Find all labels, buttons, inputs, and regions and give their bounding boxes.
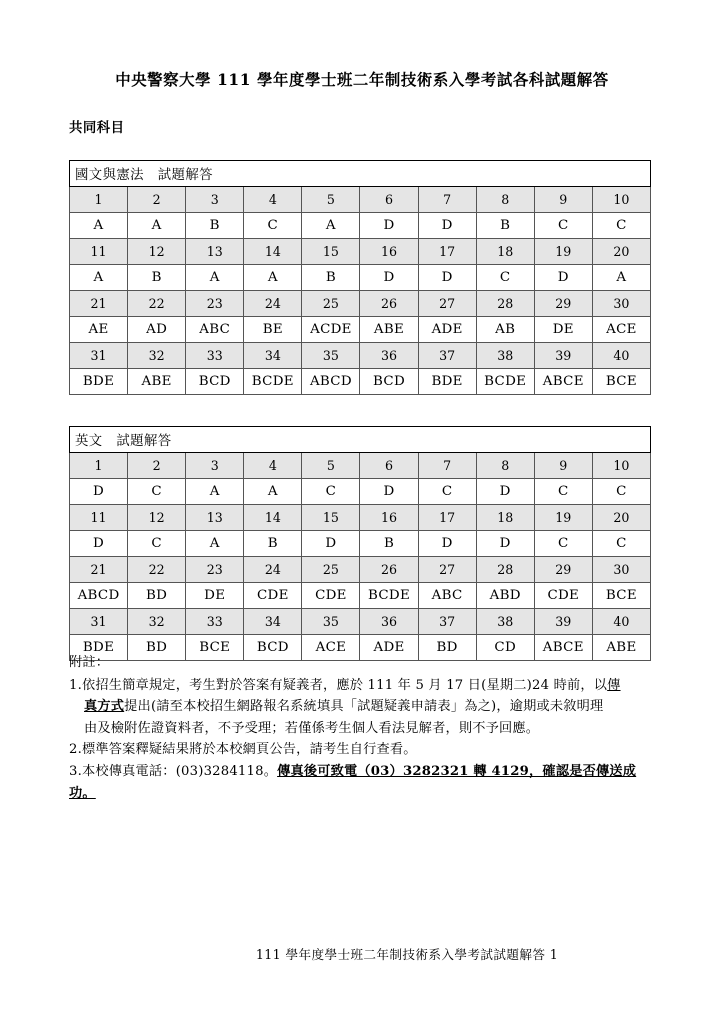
answer-cell: BDE <box>70 369 128 395</box>
question-number-cell: 37 <box>418 343 476 369</box>
page-title: 中央警察大學 111 學年度學士班二年制技術系入學考試各科試題解答 <box>115 71 609 89</box>
answer-cell: D <box>360 213 418 239</box>
note-text-segment: 提出(請至本校招生網路報名系統填具「試題疑義申請表」為之)，逾期或未敘明理 <box>124 699 604 715</box>
answer-cell: D <box>418 213 476 239</box>
answer-cell: A <box>70 213 128 239</box>
answer-cell: B <box>360 531 418 557</box>
answer-cell: ABC <box>418 583 476 609</box>
note-text-segment: 2.標準答案釋疑結果將於本校網頁公告，請考生自行查看。 <box>69 742 417 758</box>
question-number-cell: 1 <box>70 187 128 213</box>
question-number-row <box>70 343 651 369</box>
note-line <box>69 761 653 804</box>
answer-cell: ABCD <box>302 369 360 395</box>
note-text-segment: 1.依招生簡章規定，考生對於答案有疑義者，應於 111 年 5 月 17 日(星期二)24 時前，以 <box>69 677 608 693</box>
answer-cell: C <box>128 531 186 557</box>
question-number-cell: 19 <box>534 239 592 265</box>
answer-cell: C <box>534 213 592 239</box>
answer-row <box>70 531 651 557</box>
question-number-cell: 21 <box>70 557 128 583</box>
question-number-cell: 34 <box>244 609 302 635</box>
question-number-cell: 23 <box>186 291 244 317</box>
answer-cell: BCE <box>186 635 244 661</box>
question-number-cell: 39 <box>534 609 592 635</box>
answer-cell: A <box>186 479 244 505</box>
answer-cell: D <box>70 531 128 557</box>
answer-cell: AE <box>70 317 128 343</box>
note-text-segment: 傳真後可致電（03）3282321 轉 4129，確認是否傳送成功。 <box>69 763 637 801</box>
answer-cell: BDE <box>70 635 128 661</box>
question-number-cell: 40 <box>592 609 650 635</box>
question-number-cell: 3 <box>186 187 244 213</box>
answer-cell: BCDE <box>244 369 302 395</box>
answer-cell: BCE <box>592 369 650 395</box>
answer-cell: ABE <box>128 369 186 395</box>
answer-cell: ABE <box>592 635 650 661</box>
question-number-cell: 6 <box>360 453 418 479</box>
question-number-cell: 10 <box>592 453 650 479</box>
question-number-row <box>70 239 651 265</box>
question-number-cell: 24 <box>244 291 302 317</box>
question-number-cell: 12 <box>128 239 186 265</box>
question-number-cell: 22 <box>128 291 186 317</box>
answer-cell: ABD <box>476 583 534 609</box>
note-text-segment: 傳 <box>607 677 621 693</box>
question-number-cell: 36 <box>360 343 418 369</box>
question-number-cell: 30 <box>592 557 650 583</box>
answer-cell: A <box>592 265 650 291</box>
answer-table-body <box>70 427 651 661</box>
answer-cell: BCDE <box>476 369 534 395</box>
question-number-cell: 16 <box>360 239 418 265</box>
answer-cell: DE <box>186 583 244 609</box>
question-number-cell: 9 <box>534 453 592 479</box>
answer-cell: D <box>418 531 476 557</box>
question-number-row <box>70 291 651 317</box>
answer-cell: C <box>302 479 360 505</box>
note-text-segment: 3.本校傳真電話：(03)3284118。 <box>69 763 278 779</box>
question-number-cell: 19 <box>534 505 592 531</box>
question-number-cell: 26 <box>360 291 418 317</box>
answer-cell: ABCE <box>534 635 592 661</box>
note-text-segment: 由及檢附佐證資料者，不予受理；若僅係考生個人看法見解者，則不予回應。 <box>84 720 540 736</box>
note-line <box>69 739 653 761</box>
question-number-cell: 8 <box>476 453 534 479</box>
question-number-row <box>70 453 651 479</box>
answer-row <box>70 213 651 239</box>
question-number-cell: 38 <box>476 609 534 635</box>
answer-cell: CDE <box>534 583 592 609</box>
answer-cell: BCD <box>186 369 244 395</box>
question-number-cell: 3 <box>186 453 244 479</box>
question-number-cell: 10 <box>592 187 650 213</box>
question-number-row <box>70 505 651 531</box>
answer-cell: C <box>476 265 534 291</box>
answer-cell: B <box>128 265 186 291</box>
note-text-segment: 真方式 <box>84 699 125 715</box>
question-number-cell: 28 <box>476 557 534 583</box>
answer-cell: ABC <box>186 317 244 343</box>
answer-row <box>70 369 651 395</box>
table-caption-row <box>70 161 651 187</box>
table-caption: 英文 試題解答 <box>70 427 651 453</box>
note-line <box>69 718 653 740</box>
question-number-cell: 27 <box>418 291 476 317</box>
answer-cell: A <box>70 265 128 291</box>
question-number-cell: 20 <box>592 505 650 531</box>
question-number-row <box>70 557 651 583</box>
question-number-cell: 33 <box>186 609 244 635</box>
question-number-cell: 25 <box>302 557 360 583</box>
answer-cell: C <box>592 531 650 557</box>
answer-cell: ACDE <box>302 317 360 343</box>
notes-list <box>69 675 653 805</box>
question-number-cell: 29 <box>534 291 592 317</box>
question-number-cell: 37 <box>418 609 476 635</box>
answer-table-body <box>70 161 651 395</box>
question-number-cell: 5 <box>302 187 360 213</box>
answer-cell: D <box>534 265 592 291</box>
notes-title: 附註： <box>69 655 110 670</box>
question-number-cell: 13 <box>186 239 244 265</box>
question-number-cell: 6 <box>360 187 418 213</box>
question-number-cell: 22 <box>128 557 186 583</box>
answer-cell: ACE <box>592 317 650 343</box>
question-number-cell: 35 <box>302 609 360 635</box>
question-number-cell: 26 <box>360 557 418 583</box>
answer-cell: C <box>592 479 650 505</box>
answer-cell: D <box>476 479 534 505</box>
answer-cell: CD <box>476 635 534 661</box>
answer-cell: CDE <box>244 583 302 609</box>
question-number-cell: 11 <box>70 239 128 265</box>
question-number-cell: 40 <box>592 343 650 369</box>
answer-cell: A <box>302 213 360 239</box>
question-number-cell: 33 <box>186 343 244 369</box>
question-number-cell: 35 <box>302 343 360 369</box>
question-number-cell: 25 <box>302 291 360 317</box>
question-number-cell: 31 <box>70 609 128 635</box>
answer-cell: C <box>418 479 476 505</box>
answer-cell: ADE <box>360 635 418 661</box>
question-number-cell: 29 <box>534 557 592 583</box>
answer-cell: A <box>244 265 302 291</box>
answer-cell: BD <box>128 583 186 609</box>
page-footer: 111 學年度學士班二年制技術系入學考試試題解答 1 <box>255 947 559 962</box>
question-number-cell: 31 <box>70 343 128 369</box>
question-number-cell: 17 <box>418 239 476 265</box>
question-number-cell: 24 <box>244 557 302 583</box>
question-number-cell: 7 <box>418 187 476 213</box>
answer-cell: B <box>476 213 534 239</box>
question-number-cell: 4 <box>244 453 302 479</box>
question-number-cell: 32 <box>128 609 186 635</box>
answer-row <box>70 479 651 505</box>
answer-row <box>70 583 651 609</box>
question-number-cell: 11 <box>70 505 128 531</box>
answer-cell: B <box>186 213 244 239</box>
answer-cell: A <box>186 265 244 291</box>
question-number-cell: 21 <box>70 291 128 317</box>
question-number-row <box>70 609 651 635</box>
answer-cell: ADE <box>418 317 476 343</box>
answer-cell: C <box>534 531 592 557</box>
answer-cell: D <box>418 265 476 291</box>
question-number-cell: 16 <box>360 505 418 531</box>
answer-cell: BDE <box>418 369 476 395</box>
answer-cell: BCE <box>592 583 650 609</box>
answer-cell: BCD <box>244 635 302 661</box>
question-number-cell: 13 <box>186 505 244 531</box>
answer-row <box>70 265 651 291</box>
question-number-cell: 39 <box>534 343 592 369</box>
question-number-cell: 20 <box>592 239 650 265</box>
answer-cell: ABCD <box>70 583 128 609</box>
question-number-cell: 28 <box>476 291 534 317</box>
question-number-cell: 34 <box>244 343 302 369</box>
answer-cell: ABCE <box>534 369 592 395</box>
answer-cell: D <box>476 531 534 557</box>
answer-cell: AB <box>476 317 534 343</box>
table-caption-row <box>70 427 651 453</box>
table-caption: 國文與憲法 試題解答 <box>70 161 651 187</box>
section-heading-common-subjects: 共同科目 <box>69 120 125 136</box>
question-number-cell: 2 <box>128 453 186 479</box>
answer-cell: A <box>128 213 186 239</box>
answer-cell: C <box>244 213 302 239</box>
question-number-row <box>70 187 651 213</box>
question-number-cell: 9 <box>534 187 592 213</box>
question-number-cell: 4 <box>244 187 302 213</box>
answer-cell: BCD <box>360 369 418 395</box>
question-number-cell: 18 <box>476 239 534 265</box>
answer-cell: CDE <box>302 583 360 609</box>
answer-cell: D <box>360 479 418 505</box>
answer-cell: AD <box>128 317 186 343</box>
answer-cell: D <box>302 531 360 557</box>
answer-cell: D <box>360 265 418 291</box>
answer-cell: B <box>302 265 360 291</box>
notes-section <box>69 652 653 804</box>
answer-cell: BE <box>244 317 302 343</box>
question-number-cell: 17 <box>418 505 476 531</box>
question-number-cell: 36 <box>360 609 418 635</box>
question-number-cell: 14 <box>244 505 302 531</box>
question-number-cell: 38 <box>476 343 534 369</box>
note-line <box>69 696 653 718</box>
question-number-cell: 7 <box>418 453 476 479</box>
answer-cell: C <box>128 479 186 505</box>
answer-cell: C <box>592 213 650 239</box>
answer-cell: A <box>186 531 244 557</box>
answer-cell: C <box>534 479 592 505</box>
question-number-cell: 1 <box>70 453 128 479</box>
answer-cell: D <box>70 479 128 505</box>
answer-cell: ABE <box>360 317 418 343</box>
question-number-cell: 27 <box>418 557 476 583</box>
answer-row <box>70 317 651 343</box>
question-number-cell: 15 <box>302 505 360 531</box>
answer-cell: DE <box>534 317 592 343</box>
question-number-cell: 12 <box>128 505 186 531</box>
question-number-cell: 30 <box>592 291 650 317</box>
answer-table-chinese-constitution <box>69 160 651 395</box>
question-number-cell: 2 <box>128 187 186 213</box>
question-number-cell: 18 <box>476 505 534 531</box>
question-number-cell: 5 <box>302 453 360 479</box>
answer-table-english <box>69 426 651 661</box>
question-number-cell: 23 <box>186 557 244 583</box>
question-number-cell: 8 <box>476 187 534 213</box>
question-number-cell: 15 <box>302 239 360 265</box>
answer-cell: BD <box>418 635 476 661</box>
answer-cell: BCDE <box>360 583 418 609</box>
answer-cell: A <box>244 479 302 505</box>
answer-cell: BD <box>128 635 186 661</box>
question-number-cell: 14 <box>244 239 302 265</box>
note-line <box>69 675 653 697</box>
answer-cell: ACE <box>302 635 360 661</box>
answer-cell: B <box>244 531 302 557</box>
question-number-cell: 32 <box>128 343 186 369</box>
